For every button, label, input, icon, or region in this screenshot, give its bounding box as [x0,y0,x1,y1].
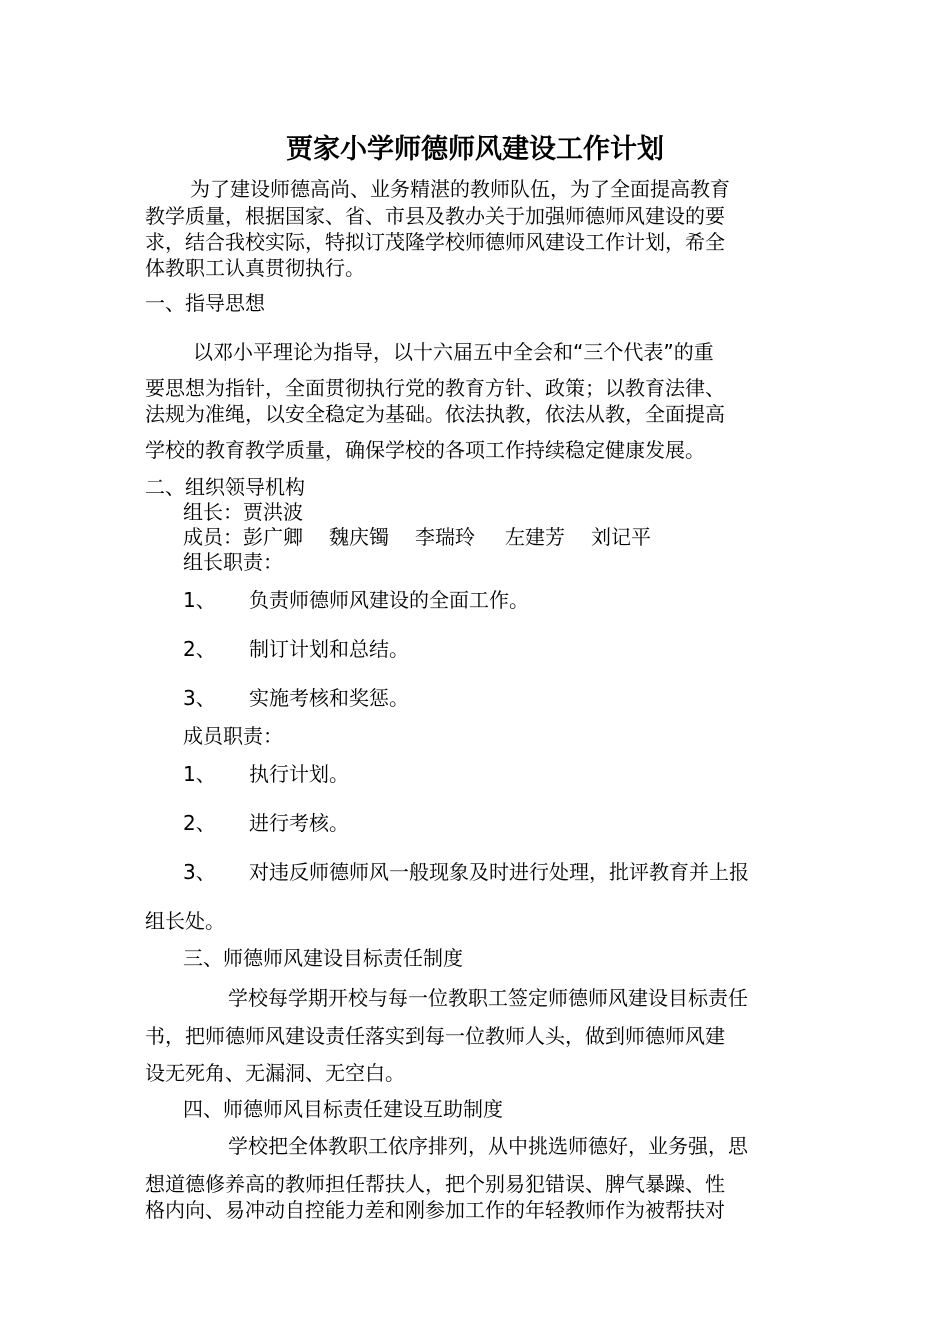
paragraph-line: 法规为准绳，以安全稳定为基础。依法执教，依法从教，全面提高 [145,402,725,426]
document-title: 贾家小学师德师风建设工作计划 [286,134,664,165]
list-item [183,761,349,787]
paragraph-line: 学校每学期开校与每一位教职工签定师德师风建设目标责任 [228,986,748,1010]
list-item [183,810,349,836]
section-heading: 一、指导思想 [145,291,265,315]
list-text: 对违反师德师风一般现象及时进行处理，批评教育并上报 [249,860,749,884]
list-text: 制订计划和总结。 [249,637,409,661]
section-heading: 四、师德师风目标责任建设互助制度 [183,1097,503,1121]
intro-line: 求，结合我校实际，特拟订茂隆学校师德师风建设工作计划，希全 [145,230,725,254]
list-item-continuation: 组长处。 [145,909,225,933]
list-item [183,587,529,613]
paragraph-line: 想道德修养高的教师担任帮扶人，把个别易犯错误、脾气暴躁、性 [145,1172,725,1196]
list-item [183,685,409,711]
member-name: 刘记平 [591,525,651,549]
section-heading: 三、师德师风建设目标责任制度 [183,946,463,970]
list-number: 1、 [183,762,216,786]
member-name: 左建芳 [505,525,565,549]
paragraph-line: 学校把全体教职工依序排列，从中挑选师德好，业务强，思 [228,1134,748,1158]
list-text: 执行计划。 [249,762,349,786]
duties-label: 成员职责： [183,724,283,748]
list-number: 3、 [183,686,216,710]
list-item [183,859,749,885]
member-name: 李瑞玲 [415,525,475,549]
member-name: 魏庆镯 [329,525,389,549]
list-text: 进行考核。 [249,811,349,835]
section-heading: 二、组织领导机构 [145,475,305,499]
duties-label: 组长职责： [183,550,283,574]
paragraph-line: 要思想为指针，全面贯彻执行党的教育方针、政策；以教育法律、 [145,376,725,400]
list-number: 2、 [183,811,216,835]
intro-line: 教学质量，根据国家、省、市县及教办关于加强师德师风建设的要 [145,204,725,228]
paragraph-line: 设无死角、无漏洞、无空白。 [145,1061,405,1085]
list-text: 实施考核和奖惩。 [249,686,409,710]
members-line [183,524,651,550]
members-label: 成员：彭广卿 [183,525,303,549]
list-number: 3、 [183,860,216,884]
list-number: 1、 [183,588,216,612]
paragraph-line: 以邓小平理论为指导，以十六届五中全会和“三个代表”的重 [193,340,714,364]
list-text: 负责师德师风建设的全面工作。 [249,588,529,612]
paragraph-line: 学校的教育教学质量，确保学校的各项工作持续稳定健康发展。 [145,438,705,462]
intro-line: 体教职工认真贯彻执行。 [145,256,365,280]
list-number: 2、 [183,637,216,661]
paragraph-line: 书，把师德师风建设责任落实到每一位教师人头，做到师德师风建 [145,1024,725,1048]
intro-line: 为了建设师德高尚、业务精湛的教师队伍，为了全面提高教育 [190,177,730,201]
paragraph-line: 格内向、易冲动自控能力差和刚参加工作的年轻教师作为被帮扶对 [145,1198,725,1222]
leader-line: 组长：贾洪波 [183,500,303,524]
list-item [183,636,409,662]
